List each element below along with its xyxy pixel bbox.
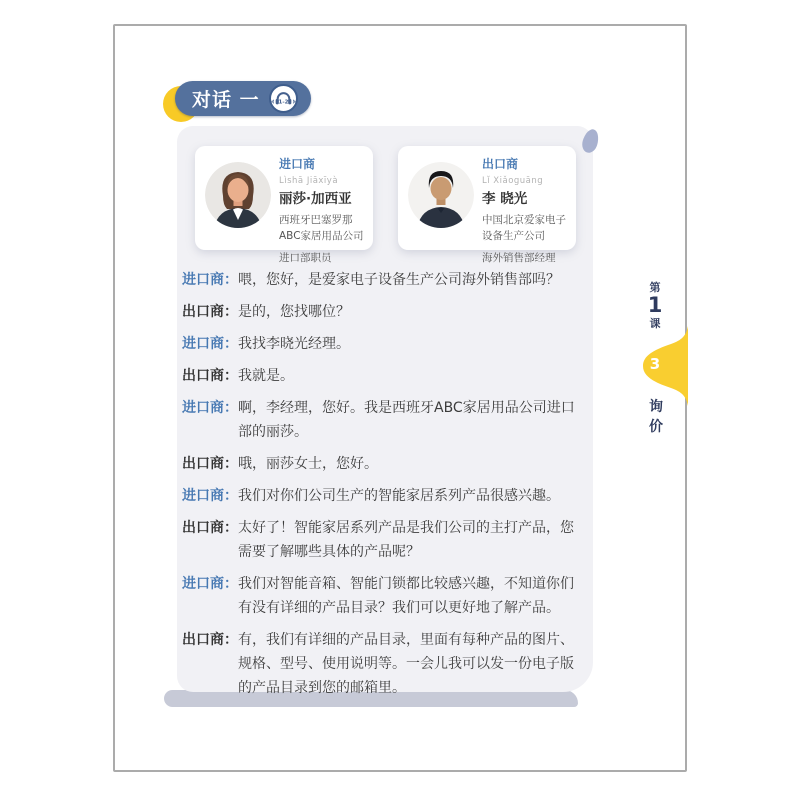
utterance-text: 是的，您找哪位？ xyxy=(238,304,350,320)
dialogue-line xyxy=(182,332,587,356)
job-title: 进口部职员 xyxy=(279,251,332,264)
speaker-label: 出口商： xyxy=(182,520,238,536)
utterance-text: 喂，您好，是爱家电子设备生产公司海外销售部吗？ xyxy=(238,272,560,288)
lesson-number: 1 xyxy=(647,293,663,317)
dialogue-header xyxy=(175,81,311,116)
dialogue-line xyxy=(182,516,587,564)
lesson-title: 询价 xyxy=(649,399,663,435)
company: 中国北京爱家电子设备生产公司 xyxy=(482,214,566,242)
person-name: 丽莎·加西亚 xyxy=(279,191,352,207)
speaker-label: 进口商： xyxy=(182,400,238,416)
man-portrait-icon xyxy=(408,162,474,228)
headphones-icon xyxy=(271,86,296,111)
speaker-label: 进口商： xyxy=(182,576,238,592)
role-label: 进口商 xyxy=(279,157,316,171)
speaker-label: 进口商： xyxy=(182,272,238,288)
exporter-avatar xyxy=(408,162,474,228)
utterance-text: 我们对你们公司生产的智能家居系列产品很感兴趣。 xyxy=(238,488,560,504)
dialogue-line xyxy=(182,268,587,292)
utterance-text: 啊，李经理，您好。我是西班牙ABC家居用品公司进口部的丽莎。 xyxy=(238,400,575,440)
audio-track-label: 1-2 xyxy=(278,99,289,106)
woman-portrait-icon xyxy=(205,162,271,228)
utterance-text: 哦，丽莎女士，您好。 xyxy=(238,456,378,472)
dialogue-list xyxy=(182,268,587,708)
speaker-label: 进口商： xyxy=(182,336,238,352)
lesson-number-label xyxy=(644,281,666,330)
header-title: 对话 一 xyxy=(192,89,260,111)
utterance-text: 我找李晓光经理。 xyxy=(238,336,350,352)
utterance-text: 我就是。 xyxy=(238,368,294,384)
speaker-label: 出口商： xyxy=(182,368,238,384)
job-title: 海外销售部经理 xyxy=(482,251,556,264)
utterance-text: 有，我们有详细的产品目录，里面有每种产品的图片、规格、型号、使用说明等。一会儿我可以发一份电子版的产品目录到您的邮箱里。 xyxy=(238,632,574,696)
dialogue-line xyxy=(182,572,587,620)
lesson-prefix: 第 xyxy=(649,281,661,294)
company: 西班牙巴塞罗那ABC家居用品公司 xyxy=(279,214,364,242)
speaker-label: 出口商： xyxy=(182,456,238,472)
role-label: 出口商 xyxy=(482,157,519,171)
speaker-label: 出口商： xyxy=(182,632,238,648)
person-name: 李 晓光 xyxy=(482,191,528,207)
dialogue-line xyxy=(182,396,587,444)
page-number-badge: 3 xyxy=(649,355,661,373)
pinyin: Lìshā Jiāxīyà xyxy=(279,176,339,186)
pinyin: Lǐ Xiǎoguāng xyxy=(482,176,544,186)
dialogue-line xyxy=(182,484,587,508)
speaker-label: 进口商： xyxy=(182,488,238,504)
profile-card-exporter xyxy=(398,146,576,264)
dialogue-line xyxy=(182,628,587,700)
utterance-text: 太好了！智能家居系列产品是我们公司的主打产品，您需要了解哪些具体的产品呢？ xyxy=(238,520,574,560)
dialogue-line xyxy=(182,452,587,476)
dialogue-line xyxy=(182,364,587,388)
lesson-suffix: 课 xyxy=(649,317,661,330)
dialogue-line xyxy=(182,300,587,324)
utterance-text: 我们对智能音箱、智能门锁都比较感兴趣，不知道你们有没有详细的产品目录？我们可以更好地了解产品。 xyxy=(238,576,574,616)
speaker-label: 出口商： xyxy=(182,304,238,320)
importer-avatar xyxy=(205,162,271,228)
profile-card-importer xyxy=(195,146,373,264)
audio-play-badge[interactable] xyxy=(269,84,298,113)
